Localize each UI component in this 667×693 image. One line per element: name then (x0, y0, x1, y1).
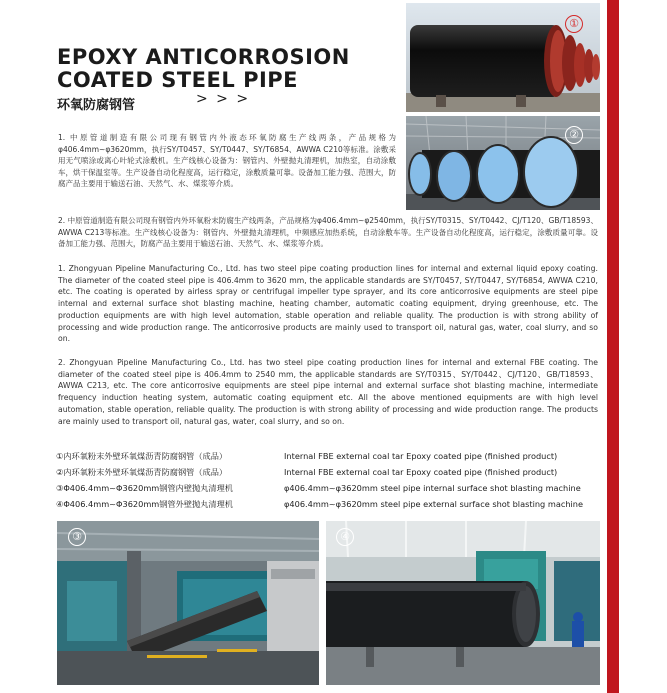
en-paragraph-2: 2. Zhongyuan Pipeline Manufacturing Co., Ltd. has two steel pipe coating production lines for internal and external FBE coating. The diameter of the coated steel pipe is 406.4mm to 2540 mm, the applicable standards are SY/T0315、SY/T0442、CJ/T120、GB/T18593、AWWA C213, etc. The core anticorrosive equipments are steel pipe internal and external surface shot blasting machine, intermediate frequency induction heating system, automatic coating equipment etc. All the above mentioned equipments are with high level automation, stable operation, reliable quality. The production is with strong ability of processing and wide production range. The products are mainly used to transport oil, natural gas, water, coal slurry, and so on. (58, 358, 598, 426)
cn-paragraph-1: 1. 中原管道制造有限公司现有钢管内外液态环氧防腐生产线两条，产品规格为φ406.4mm~φ3620mm，执行SY/T0457、SY/T0447、SY/T6854、AWWA C210等标准。涂敷采用无气喷涂或离心叶轮式涂敷机。生产线核心设备为：钢管内、外壁抛丸清理机，加热室，自动涂敷车，烘干保温室等。生产设备自动化程度高，运行稳定，涂敷质量可靠。设备加工能力强、范围大，防腐产品主要用于输送石油、天然气、水、煤浆等介质。 (58, 133, 396, 188)
caption-row-2 (56, 467, 557, 478)
title-line-2: COATED STEEL PIPE (57, 68, 299, 92)
caption-4-en: φ406.4mm~φ3620mm steel pipe external surface shot blasting machine (284, 499, 584, 509)
photo-3-illustration (57, 521, 319, 685)
badge-4: ④ (336, 528, 354, 546)
subtitle-cn: 环氧防腐钢管 (57, 98, 136, 113)
photo-internal-blasting-machine (57, 521, 319, 685)
title-line-1: EPOXY ANTICORROSION (57, 45, 350, 69)
photo-external-blasting-machine (326, 521, 600, 685)
caption-row-3 (56, 483, 581, 494)
badge-3: ③ (68, 528, 86, 546)
caption-2-en: Internal FBE external coal tar Epoxy coated pipe (finished product) (284, 467, 558, 477)
caption-row-1 (56, 451, 557, 462)
caption-3-en: φ406.4mm~φ3620mm steel pipe internal surface shot blasting machine (284, 483, 581, 493)
caption-2-cn: ②内环氧粉末外壁环氧煤沥青防腐钢管（成品） (56, 467, 228, 477)
photo-coated-pipes-blue (406, 116, 600, 210)
cn-paragraph-2: 2. 中原管道制造有限公司现有钢管内外环氧粉末防腐生产线两条，产品规格为φ406.4mm~φ2540mm，执行SY/T0315、SY/T0442、CJ/T120、GB/T18593、AWWA C213等标准。生产线核心设备为：钢管内、外壁抛丸清理机，中频感应加热系统，自动涂敷车等。生产设备自动化程度高，运行稳定，涂敷质量可靠。设备加工能力强、范围大，防腐产品主要用于输送石油、天然气、水、煤浆等介质。 (58, 216, 598, 248)
accent-bar (607, 0, 619, 693)
photo-coated-pipes-black (406, 3, 600, 112)
caption-1-en: Internal FBE external coal tar Epoxy coated pipe (finished product) (284, 451, 558, 461)
caption-4-cn: ④Φ406.4mm~Φ3620mm钢管外壁抛丸清理机 (56, 499, 233, 509)
en-paragraph-1: 1. Zhongyuan Pipeline Manufacturing Co., Ltd. has two steel pipe coating production lines for internal and external liquid epoxy coating. The diameter of the coated steel pipe is 406.4mm to 3620 mm, the applicable standards are SY/T0457, SY/T0447, SY/T6854, AWWA C210, etc. The coating is operated by airless spray or centrifugal impeller type sprayer, and its core anticorrosive equipments are steel pipe internal and external surface shot blasting machine, heating chamber, automatic coating equipment, drying greenhouse, etc. The production equipments are with high level automation, stable operation and reliable quality. The production is with strong ability of processing and wide production range. The anticorrosive products are mainly used to transport oil, natural gas, water, coal slurry, and so on. (58, 264, 598, 344)
badge-2: ② (565, 126, 583, 144)
photo-4-illustration (326, 521, 600, 685)
caption-3-cn: ③Φ406.4mm~Φ3620mm钢管内壁抛丸清理机 (56, 483, 233, 493)
caption-row-4 (56, 499, 583, 510)
badge-1: ① (565, 15, 583, 33)
chevron-arrows-icon: > > > (196, 91, 251, 107)
caption-1-cn: ①内环氧粉末外壁环氧煤沥青防腐钢管（成品） (56, 451, 228, 461)
